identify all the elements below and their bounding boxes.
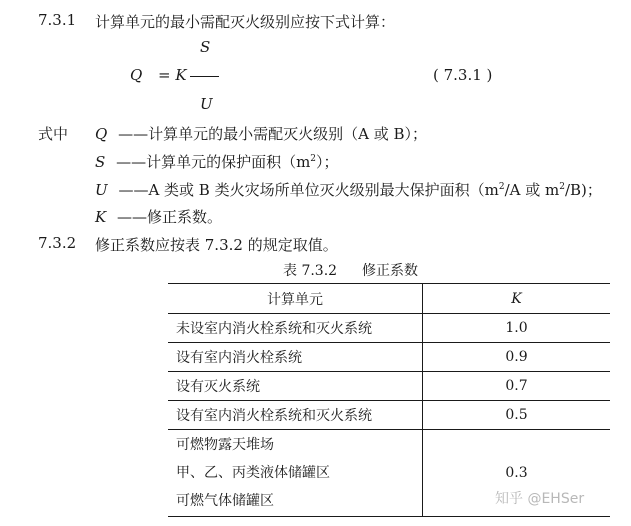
- cell-unit-line: 甲、乙、丙类液体储罐区: [176, 465, 330, 481]
- definition-s: [95, 151, 339, 172]
- definition-text: ——计算单元的保护面积（m: [116, 153, 311, 171]
- header-k: K: [423, 284, 611, 314]
- superscript: 2: [310, 154, 317, 164]
- formula-lhs: Q: [130, 66, 143, 84]
- cell-unit: 设有室内消火栓系统和灭火系统: [168, 401, 423, 430]
- table-row: [168, 401, 610, 430]
- definitions-lead: 式中: [38, 125, 69, 143]
- definition-text: ——计算单元的最小需配灭火级别（A 或 B）；: [118, 125, 427, 143]
- definition-k: [95, 206, 222, 227]
- formula-denominator: U: [200, 95, 213, 113]
- clause-7-3-1-text: 计算单元的最小需配灭火级别应按下式计算：: [95, 13, 396, 31]
- definition-symbol: S: [95, 153, 106, 171]
- table-caption-title: 修正系数: [362, 263, 418, 279]
- superscript: 2: [559, 182, 565, 192]
- definition-symbol: U: [95, 181, 108, 199]
- definition-symbol: K: [95, 208, 107, 226]
- watermark: 知乎 @EHSer: [495, 491, 585, 507]
- clause-7-3-2-text: 修正系数应按表 7.3.2 的规定取值。: [95, 236, 338, 254]
- cell-unit: 未设室内消火栓系统和灭火系统: [168, 314, 423, 343]
- header-unit: 计算单元: [168, 284, 423, 314]
- cell-unit-line: 可燃物露天堆场: [176, 437, 274, 453]
- definition-u: [95, 179, 602, 200]
- table-row: [168, 343, 610, 372]
- clause-7-3-2-number: 7.3.2: [38, 234, 77, 252]
- table-row: [168, 314, 610, 343]
- definition-tail: /B)；: [564, 181, 602, 199]
- formula-tag: ( 7.3.1 ): [433, 66, 493, 84]
- cell-k: 0.3: [423, 430, 611, 517]
- superscript: 2: [498, 182, 505, 192]
- table-header-row: [168, 284, 610, 314]
- clause-7-3-1-number: 7.3.1: [38, 11, 77, 29]
- cell-unit: 设有灭火系统: [168, 372, 423, 401]
- cell-k: 0.9: [423, 343, 611, 372]
- cell-k: 0.5: [423, 401, 611, 430]
- cell-k: 0.7: [423, 372, 611, 401]
- table-caption-number: 表 7.3.2: [283, 263, 338, 279]
- definition-tail: ）；: [316, 153, 339, 171]
- definition-text: ——修正系数。: [117, 208, 223, 226]
- fraction-bar: [190, 76, 219, 77]
- definition-q: [95, 123, 427, 144]
- definition-symbol: Q: [95, 125, 108, 143]
- cell-unit: 设有室内消火栓系统: [168, 343, 423, 372]
- definition-text: ——A 类或 B 类火灾场所单位灭火级别最大保护面积（m: [118, 181, 499, 199]
- cell-unit-multiline: [168, 430, 423, 517]
- cell-k: 1.0: [423, 314, 611, 343]
- formula-numerator: S: [200, 38, 211, 56]
- correction-factor-table: [168, 283, 610, 517]
- cell-unit-line: 可燃气体储罐区: [176, 493, 274, 509]
- formula-equals-k: = K: [158, 66, 187, 84]
- definition-mid: /A 或 m: [504, 181, 560, 199]
- table-row: [168, 372, 610, 401]
